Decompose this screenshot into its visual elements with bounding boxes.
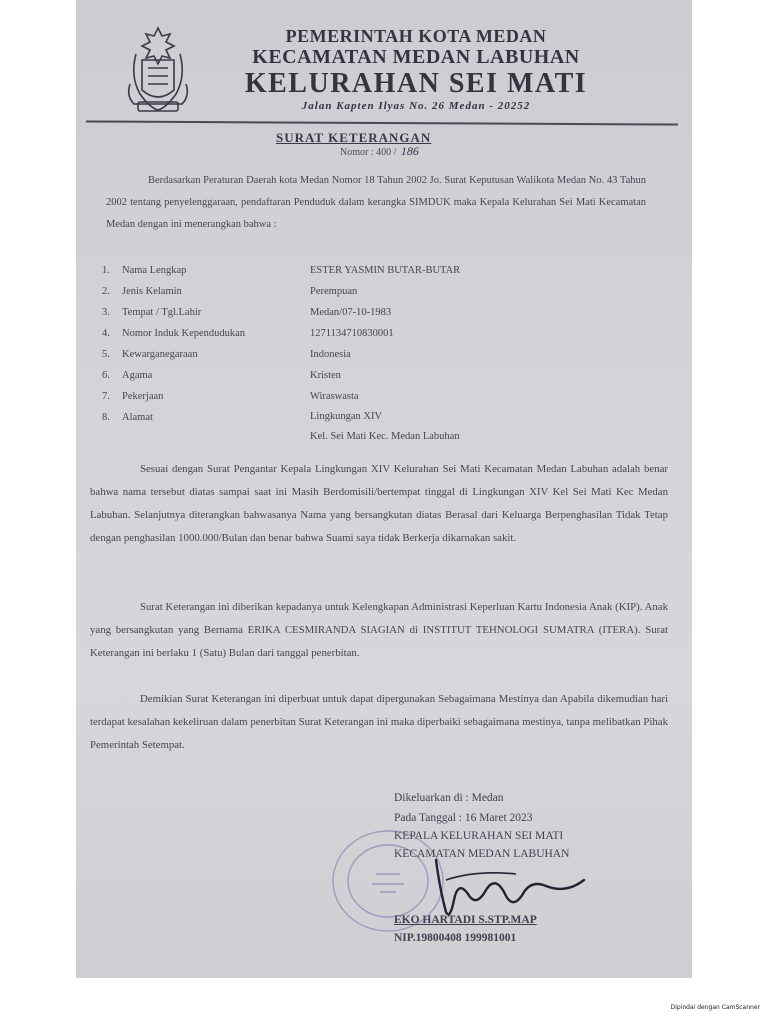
- letterhead-divider: [86, 120, 678, 125]
- field-number: 1.: [102, 265, 110, 276]
- letterhead-line-3: KELURAHAN SEI MATI: [244, 68, 588, 99]
- field-value: ESTER YASMIN BUTAR-BUTAR: [310, 265, 461, 276]
- letterhead-address: Jalan Kapten Ilyas No. 26 Medan - 20252: [301, 100, 531, 112]
- issue-date: Pada Tanggal : 16 Maret 2023: [394, 812, 533, 824]
- field-row: [102, 407, 662, 447]
- field-number: 5.: [102, 349, 110, 360]
- field-row: [102, 365, 662, 386]
- signatory-name: EKO HARTADI S.STP.MAP: [394, 914, 537, 926]
- field-value: Indonesia: [310, 349, 351, 360]
- body-paragraph-2: Surat Keterangan ini diberikan kepadanya untuk Kelengkapan Administrasi Keperluan Kartu Indonesia Anak (KIP). Anak yang bersangkutan yang Bernama ERIKA CESMIRANDA SIAGIAN di INSTITUT TEHNOLOGI SUMATRA (ITERA). Surat Keterangan ini berlaku 1 (Satu) Bulan dari tanggal penerbitan.: [90, 601, 668, 659]
- field-value: [310, 407, 662, 447]
- field-label: Kewarganegaraan: [122, 349, 198, 360]
- address-line-1: Lingkungan XIV: [310, 411, 383, 422]
- field-label: Pekerjaan: [122, 391, 164, 402]
- field-value: 1271134710830001: [310, 328, 394, 339]
- field-row: [102, 302, 662, 323]
- field-value: Medan/07-10-1983: [310, 307, 392, 318]
- field-value: Perempuan: [310, 286, 358, 297]
- scanner-watermark: Dipindai dengan CamScanner: [670, 1004, 760, 1011]
- letterhead-line-1: PEMERINTAH KOTA MEDAN: [285, 26, 547, 46]
- field-row: [102, 386, 662, 407]
- document-number: [340, 144, 419, 159]
- field-number: 6.: [102, 370, 110, 381]
- field-row: [102, 344, 662, 365]
- personal-data-list: [102, 260, 662, 447]
- address-line-2: Kel. Sei Mati Kec. Medan Labuhan: [310, 431, 460, 442]
- body-paragraph-1: Sesuai dengan Surat Pengantar Kepala Lingkungan XIV Kelurahan Sei Mati Kecamatan Medan Labuhan adalah benar bahwa nama tersebut diatas sampai saat ini Masih Berdomisili/bertempat tinggal di Lingkungan XIV Kel Sei Mati Kec Medan Labuhan. Selanjutnya diterangkan bahwasanya Nama yang bersangkutan diatas Berasal dari Keluarga Berpenghasilan Tidak Tetap dengan penghasilan 1000.000/Bulan dan benar bahwa Suami saya tidak Berkerja dikarnakan sakit.: [90, 463, 668, 544]
- city-emblem-icon: [122, 24, 194, 116]
- field-label: Tempat / Tgl.Lahir: [122, 307, 202, 318]
- field-value: Wiraswasta: [310, 391, 359, 402]
- field-number: 4.: [102, 328, 110, 339]
- document-number-prefix: Nomor : 400 /: [340, 147, 397, 158]
- field-label: Alamat: [122, 412, 153, 423]
- field-number: 8.: [102, 412, 110, 423]
- field-number: 2.: [102, 286, 110, 297]
- field-value: Kristen: [310, 370, 341, 381]
- field-row: [102, 260, 662, 281]
- signatory-position-2: KECAMATAN MEDAN LABUHAN: [394, 848, 570, 860]
- field-label: Jenis Kelamin: [122, 286, 182, 297]
- body-paragraph-3: Demikian Surat Keterangan ini diperbuat untuk dapat dipergunakan Sebagaimana Mestinya dan Apabila dikemudian hari terdapat kesalahan kekeliruan dalam penerbitan Surat Keterangan ini maka diperbaiki sebagaimana mestinya, tanpa melibatkan Pihak Pemerintah Setempat.: [90, 693, 668, 751]
- signatory-nip: NIP.19800408 199981001: [394, 932, 517, 944]
- issued-at: Dikeluarkan di : Medan: [394, 792, 504, 804]
- field-label: Agama: [122, 370, 153, 381]
- document-number-handwritten: 186: [400, 144, 419, 158]
- field-row: [102, 281, 662, 302]
- document-title: SURAT KETERANGAN: [276, 130, 432, 145]
- field-label: Nama Lengkap: [122, 265, 187, 276]
- document-page: [76, 0, 692, 978]
- field-label: Nomor Induk Kependudukan: [122, 328, 246, 339]
- field-number: 3.: [102, 307, 110, 318]
- intro-paragraph: Berdasarkan Peraturan Daerah kota Medan Nomor 18 Tahun 2002 Jo. Surat Keputusan Walikota Medan No. 43 Tahun 2002 tentang penyelenggaraan, pendaftaran Penduduk dalam kerangka SIMDUK maka Kepala Kelurahan Sei Mati Kecamatan Medan dengan ini menerangkan bahwa :: [106, 175, 646, 230]
- letterhead-line-2: KECAMATAN MEDAN LABUHAN: [252, 46, 580, 68]
- field-row: [102, 323, 662, 344]
- signatory-position-1: KEPALA KELURAHAN SEI MATI: [394, 830, 564, 842]
- field-number: 7.: [102, 391, 110, 402]
